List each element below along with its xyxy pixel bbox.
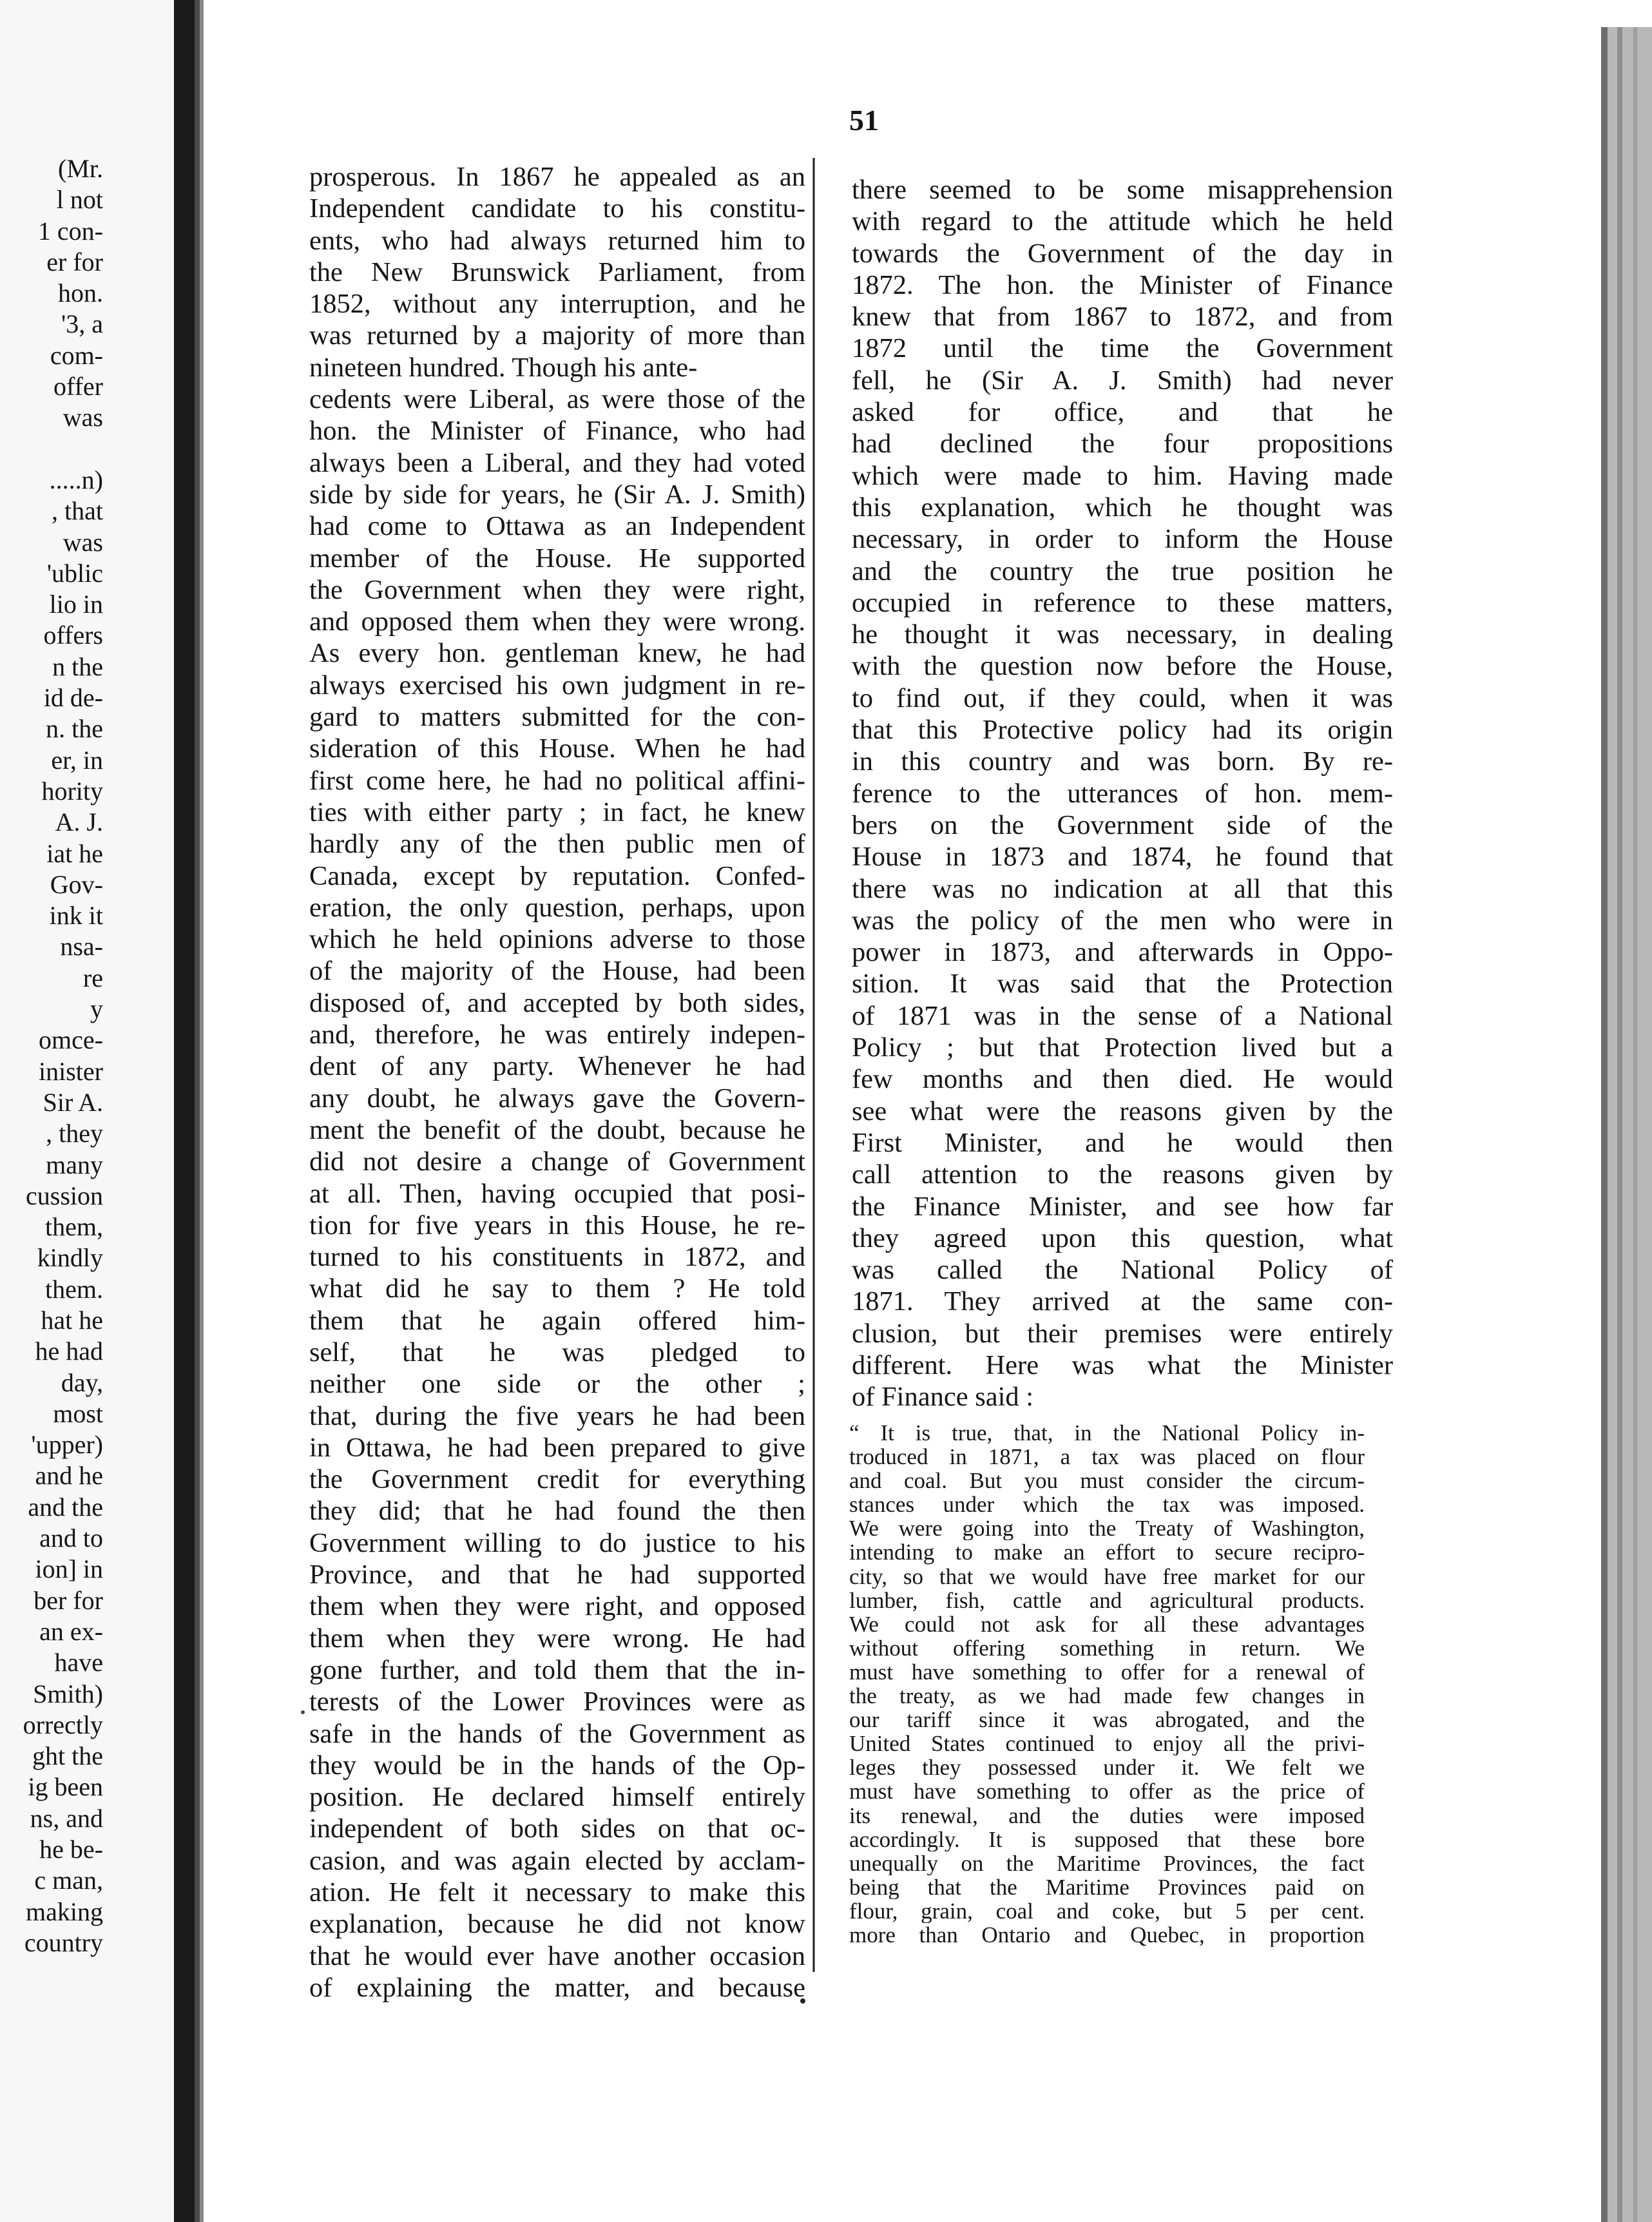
text-line: ment the benefit of the doubt, because he: [309, 1114, 805, 1145]
text-line: them when they were right, and opposed: [309, 1591, 805, 1622]
text-line: the Government when they were right,: [309, 574, 805, 605]
text-line: hon. the Minister of Finance, who had: [309, 416, 805, 447]
facing-page-line: 'ublic: [46, 558, 103, 588]
text-line: member of the House. He supported: [309, 543, 805, 574]
text-line: As every hon. gentleman knew, he had: [309, 638, 805, 669]
facing-page-line: .....n): [49, 465, 103, 494]
text-line: them when they were wrong. He had: [309, 1623, 805, 1654]
text-line: always been a Liberal, and they had voted: [309, 447, 805, 478]
text-line: hardly any of the then public men of: [309, 829, 805, 860]
facing-page-line: c man,: [34, 1866, 103, 1895]
text-line: self, that he was pledged to: [309, 1337, 805, 1367]
text-line: Government willing to do justice to his: [309, 1527, 805, 1558]
quote-line: flour, grain, coal and coke, but 5 per cent.: [849, 1898, 1365, 1923]
facing-page-line: an ex-: [39, 1616, 103, 1646]
facing-page-line: he had: [35, 1337, 103, 1366]
text-line: that this Protective policy had its origin: [852, 715, 1393, 746]
text-line: they did; that he had found the then: [309, 1496, 805, 1527]
text-line: few months and then died. He would: [852, 1064, 1393, 1095]
facing-page-line: was: [62, 527, 103, 557]
text-line: see what were the reasons given by the: [852, 1096, 1393, 1126]
text-line: had come to Ottawa as an Independent: [309, 511, 805, 542]
quote-line: and coal. But you must consider the circum-: [849, 1469, 1365, 1493]
text-line: clusion, but their premises were entirely: [852, 1318, 1393, 1349]
text-line: of 1871 was in the sense of a National: [852, 1000, 1393, 1031]
facing-page-line: he be-: [39, 1835, 103, 1864]
text-line: in Ottawa, he had been prepared to give: [309, 1432, 805, 1463]
facing-page-line: hat he: [41, 1305, 103, 1335]
text-line: 1872. The hon. the Minister of Finance: [852, 269, 1393, 300]
facing-page-line: and the: [28, 1492, 103, 1522]
text-line: safe in the hands of the Government as: [309, 1718, 805, 1749]
quote-line: accordingly. It is supposed that these bore: [849, 1827, 1365, 1851]
text-line: dent of any party. Whenever he had: [309, 1051, 805, 1082]
quote-line: United States continued to enjoy all the privi-: [849, 1732, 1365, 1756]
facing-page-line: l not: [56, 185, 103, 215]
quote-line: leges they possessed under it. We felt we: [849, 1755, 1365, 1780]
text-line: neither one side or the other ;: [309, 1369, 805, 1400]
text-line: the Finance Minister, and see how far: [852, 1191, 1393, 1222]
text-line: First Minister, and he would then: [852, 1127, 1393, 1158]
text-line: necessary, in order to inform the House: [852, 524, 1393, 555]
facing-page-line: y: [90, 994, 103, 1024]
facing-page-text: [0, 153, 103, 1958]
facing-page-line: A. J.: [55, 807, 103, 837]
facing-page-line: '3, a: [61, 309, 103, 339]
text-line: ference to the utterances of hon. mem-: [852, 778, 1393, 809]
text-line: side by side for years, he (Sir A. J. Smith): [309, 479, 805, 510]
text-line: call attention to the reasons given by: [852, 1159, 1393, 1190]
facing-page-line: omce-: [39, 1025, 103, 1055]
text-line: in this country and was born. By re-: [852, 746, 1393, 777]
text-line: this explanation, which he thought was: [852, 492, 1393, 523]
text-line: ation. He felt it necessary to make this: [309, 1877, 805, 1908]
quote-line: the treaty, as we had made few changes in: [849, 1684, 1365, 1708]
text-line: Policy ; but that Protection lived but a: [852, 1032, 1393, 1063]
facing-page-line: n the: [52, 652, 103, 681]
text-line: first come here, he had no political affini-: [309, 765, 805, 796]
page-number: 51: [849, 104, 879, 137]
text-line: always exercised his own judgment in re-: [309, 670, 805, 700]
facing-page-line: cussion: [26, 1181, 103, 1210]
facing-page-line: hority: [41, 776, 103, 806]
text-line: and, therefore, he was entirely indepen-: [309, 1019, 805, 1050]
block-quotation: [849, 1421, 1365, 1947]
facing-page-line: them.: [45, 1274, 103, 1304]
text-line: cedents were Liberal, as were those of the: [309, 384, 805, 415]
text-line: tion for five years in this House, he re-: [309, 1210, 805, 1241]
facing-page-line: ig been: [28, 1772, 103, 1802]
quote-line: more than Ontario and Quebec, in proportion: [849, 1922, 1365, 1947]
text-line: different. Here was what the Minister: [852, 1349, 1393, 1380]
quote-line: “ It is true, that, in the National Policy in-: [849, 1421, 1365, 1445]
text-line: with regard to the attitude which he held: [852, 206, 1393, 237]
text-line: explanation, because he did not know: [309, 1909, 805, 1940]
text-line: House in 1873 and 1874, he found that: [852, 842, 1393, 873]
text-line: they would be in the hands of the Op-: [309, 1750, 805, 1781]
facing-page-line: was: [62, 403, 103, 432]
facing-page-line: many: [46, 1150, 103, 1179]
text-line: 1852, without any interruption, and he: [309, 289, 805, 320]
facing-page-line: n. the: [46, 714, 103, 744]
facing-page-line: offer: [53, 372, 103, 401]
text-line: 1871. They arrived at the same con-: [852, 1286, 1393, 1317]
facing-page-line: day,: [61, 1367, 103, 1397]
quote-line: must have something to offer for a renewal of: [849, 1659, 1365, 1685]
text-line: disposed of, and accepted by both sides,: [309, 987, 805, 1018]
facing-page-line: er, in: [51, 745, 103, 775]
text-line: Canada, except by reputation. Confed-: [309, 860, 805, 891]
facing-page-line: id de-: [43, 683, 103, 713]
text-line: was called the National Policy of: [852, 1255, 1393, 1286]
facing-page-line: have: [54, 1648, 103, 1677]
facing-page-line: kindly: [37, 1243, 103, 1273]
text-line: terests of the Lower Provinces were as: [309, 1686, 805, 1717]
text-line: and the country the true position he: [852, 556, 1393, 586]
text-line: bers on the Government side of the: [852, 809, 1393, 840]
text-line: nineteen hundred. Though his ante-: [309, 352, 698, 383]
text-line: that, during the five years he had been: [309, 1400, 805, 1431]
text-line: there seemed to be some misapprehension: [852, 175, 1393, 205]
text-line: which he held opinions adverse to those: [309, 924, 805, 955]
text-line: knew that from 1867 to 1872, and from: [852, 302, 1393, 333]
text-line: they agreed upon this question, what: [852, 1222, 1393, 1253]
facing-page-line: country: [24, 1927, 103, 1957]
text-line: of Finance said :: [852, 1382, 1034, 1413]
text-line: casion, and was again elected by acclam-: [309, 1845, 805, 1876]
text-line: was the policy of the men who were in: [852, 905, 1393, 936]
quote-line: stances under which the tax was imposed.: [849, 1493, 1365, 1517]
quote-line: our tariff since it was abrogated, and the: [849, 1708, 1365, 1732]
facing-page-line: offers: [43, 621, 103, 650]
text-line: of the majority of the House, had been: [309, 956, 805, 987]
text-line: gone further, and told them that the in-: [309, 1654, 805, 1685]
text-line: which were made to him. Having made: [852, 460, 1393, 491]
facing-page-line: hon.: [58, 278, 103, 308]
binding-gutter: [174, 0, 195, 2222]
text-line: turned to his constituents in 1872, and: [309, 1242, 805, 1273]
quote-line: We could not ask for all these advantages: [849, 1612, 1365, 1636]
text-line: ents, who had always returned him to: [309, 225, 805, 256]
facing-page-line: inister: [39, 1056, 103, 1086]
facing-page-line: most: [53, 1398, 103, 1428]
quote-line: lumber, fish, cattle and agricultural products.: [849, 1588, 1365, 1612]
text-line: with the question now before the House,: [852, 651, 1393, 682]
text-line: towards the Government of the day in: [852, 238, 1393, 269]
text-line: and opposed them when they were wrong.: [309, 606, 805, 637]
quote-line: must have something to offer as the price of: [849, 1779, 1365, 1804]
facing-page-line: ght the: [32, 1741, 103, 1771]
facing-page-line: ber for: [34, 1585, 103, 1615]
left-text-column: [309, 161, 805, 2004]
facing-page-line: re: [82, 963, 103, 992]
text-line: ties with either party ; in fact, he knew: [309, 797, 805, 827]
page-edge: [1601, 26, 1652, 2222]
facing-page-line: and he: [35, 1461, 103, 1491]
text-line: the Government credit for everything: [309, 1464, 805, 1495]
text-line: to find out, if they could, when it was: [852, 682, 1393, 713]
facing-page-line: [0, 434, 103, 465]
quote-line: city, so that we would have free market for our: [849, 1564, 1365, 1589]
facing-page-line: er for: [46, 247, 103, 276]
right-text-column: [852, 174, 1393, 1413]
text-line: prosperous. In 1867 he appealed as an: [309, 162, 805, 192]
facing-page-line: com-: [50, 340, 103, 370]
facing-page-line: Smith): [33, 1679, 103, 1708]
text-line: what did he say to them ? He told: [309, 1273, 805, 1304]
text-line: was returned by a majority of more than: [309, 320, 805, 351]
facing-page-line: ink it: [49, 901, 103, 931]
text-line: fell, he (Sir A. J. Smith) had never: [852, 365, 1393, 396]
facing-page-line: making: [26, 1897, 103, 1926]
text-line: independent of both sides on that oc-: [309, 1813, 805, 1844]
text-line: occupied in reference to these matters,: [852, 587, 1393, 618]
text-line: position. He declared himself entirely: [309, 1782, 805, 1813]
text-line: Independent candidate to his constitu-: [309, 193, 805, 224]
facing-page-line: iat he: [46, 838, 103, 868]
facing-page-line: ion] in: [35, 1554, 103, 1584]
facing-page-line: nsa-: [60, 932, 103, 961]
text-line: at all. Then, having occupied that posi-: [309, 1178, 805, 1209]
facing-page-line: , they: [46, 1119, 103, 1148]
text-line: Province, and that he had supported: [309, 1560, 805, 1590]
text-line: sideration of this House. When he had: [309, 733, 805, 764]
text-line: he thought it was necessary, in dealing: [852, 619, 1393, 650]
facing-page-line: lio in: [49, 590, 103, 619]
facing-page-line: them,: [45, 1212, 103, 1242]
quote-line: troduced in 1871, a tax was placed on flour: [849, 1445, 1365, 1469]
quote-line: intending to make an effort to secure recipro-: [849, 1540, 1365, 1565]
facing-page-line: , that: [52, 496, 103, 526]
quote-line: We were going into the Treaty of Washington,: [849, 1516, 1365, 1541]
text-line: there was no indication at all that this: [852, 873, 1393, 904]
quote-line: its renewal, and the duties were imposed: [849, 1803, 1365, 1828]
facing-page-line: ns, and: [30, 1803, 103, 1833]
facing-page-line: 1 con-: [37, 216, 103, 246]
facing-page-line: Sir A.: [43, 1087, 103, 1117]
text-line: eration, the only question, perhaps, upon: [309, 892, 805, 923]
text-line: gard to matters submitted for the con-: [309, 702, 805, 733]
text-line: the New Brunswick Parliament, from: [309, 256, 805, 287]
facing-page-line: Gov-: [50, 869, 103, 899]
text-line: of explaining the matter, and because: [309, 1972, 805, 2003]
quote-line: being that the Maritime Provinces paid on: [849, 1875, 1365, 1899]
text-line: that he would ever have another occasion: [309, 1940, 805, 1971]
text-line: any doubt, he always gave the Govern-: [309, 1083, 805, 1114]
text-line: 1872 until the time the Government: [852, 333, 1393, 364]
facing-page-line: and to: [39, 1523, 103, 1553]
text-line: sition. It was said that the Protection: [852, 969, 1393, 1000]
text-line: did not desire a change of Government: [309, 1146, 805, 1177]
text-line: asked for office, and that he: [852, 397, 1393, 428]
text-line: them that he again offered him-: [309, 1305, 805, 1336]
text-line: had declined the four propositions: [852, 429, 1393, 459]
text-line: power in 1873, and afterwards in Oppo-: [852, 937, 1393, 968]
quote-line: unequally on the Maritime Provinces, the fact: [849, 1851, 1365, 1875]
facing-page-line: (Mr.: [58, 154, 103, 183]
facing-page-line: 'upper): [31, 1430, 103, 1460]
facing-page-line: orrectly: [23, 1710, 103, 1739]
quote-line: without offering something in return. We: [849, 1636, 1365, 1660]
